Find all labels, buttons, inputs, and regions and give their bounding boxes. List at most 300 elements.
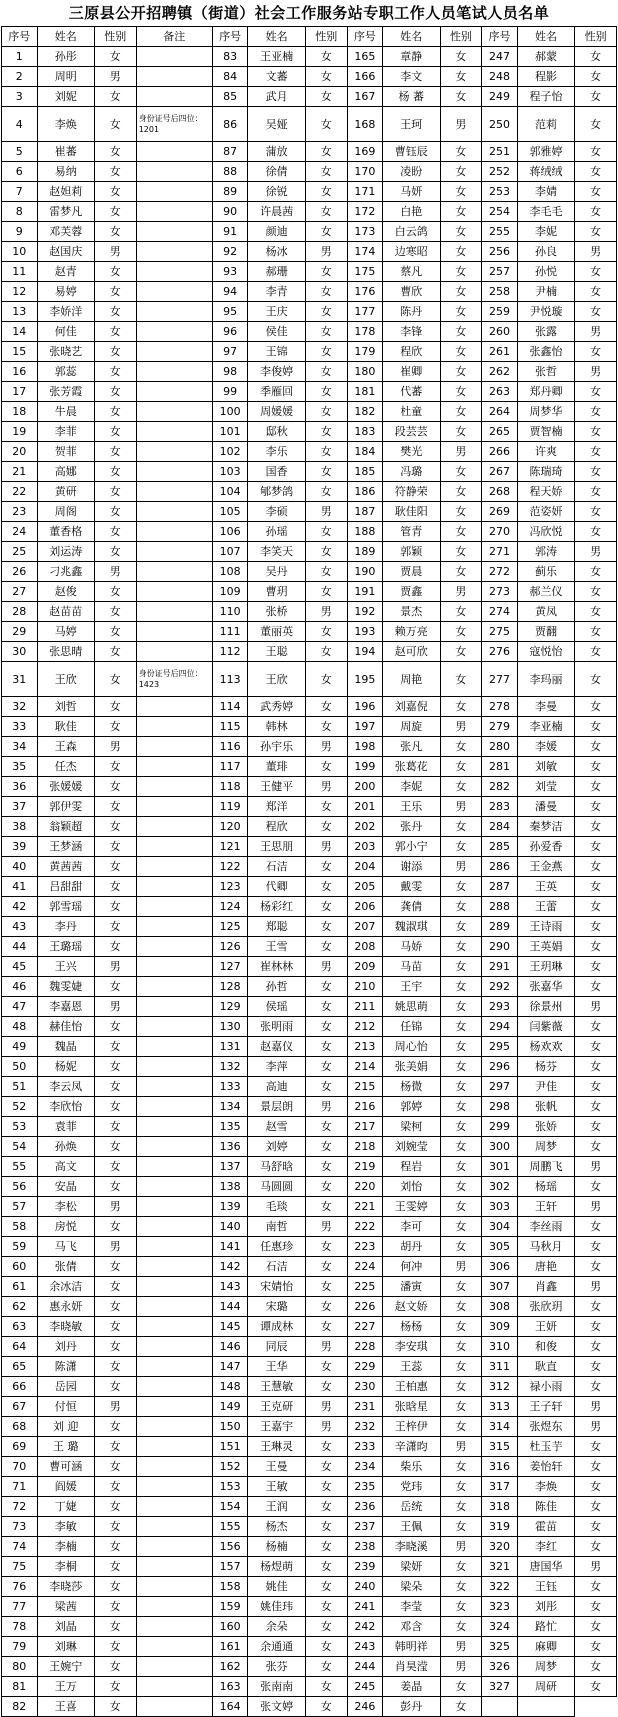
gender-cell: 女 [94, 1557, 136, 1577]
name-cell: 王蕾 [517, 897, 574, 917]
gender-cell: 女 [94, 262, 136, 282]
seq-cell: 118 [212, 777, 248, 797]
seq-cell: 268 [482, 482, 518, 502]
name-cell: 王曼 [248, 1457, 305, 1477]
name-cell: 张嘉华 [517, 977, 574, 997]
seq-cell: 99 [212, 382, 248, 402]
name-cell: 李锋 [383, 322, 440, 342]
note-cell [136, 162, 212, 182]
seq-cell: 158 [212, 1577, 248, 1597]
gender-cell: 女 [94, 142, 136, 162]
gender-cell: 女 [305, 717, 347, 737]
seq-cell: 303 [482, 1197, 518, 1217]
name-cell: 王珂 [383, 107, 440, 142]
seq-cell: 7 [2, 182, 38, 202]
seq-cell: 92 [212, 242, 248, 262]
seq-cell: 188 [347, 522, 383, 542]
gender-cell: 女 [305, 1197, 347, 1217]
name-cell: 张媛媛 [37, 777, 94, 797]
gender-cell: 女 [575, 87, 617, 107]
seq-cell: 246 [347, 1697, 383, 1717]
gender-cell: 女 [440, 1237, 482, 1257]
table-row [2, 1657, 617, 1677]
gender-cell: 女 [305, 562, 347, 582]
table-row [2, 602, 617, 622]
table-row [2, 1437, 617, 1457]
seq-cell: 278 [482, 697, 518, 717]
name-cell [517, 1697, 574, 1717]
seq-cell: 270 [482, 522, 518, 542]
name-cell: 郑聪 [248, 917, 305, 937]
seq-cell: 33 [2, 717, 38, 737]
seq-cell: 244 [347, 1657, 383, 1677]
name-cell: 范莉 [517, 107, 574, 142]
name-cell: 杨彩红 [248, 897, 305, 917]
name-cell: 郭婷 [383, 1097, 440, 1117]
gender-cell: 女 [305, 482, 347, 502]
name-cell: 孙爱香 [517, 837, 574, 857]
name-cell: 张露 [517, 322, 574, 342]
table-row [2, 1237, 617, 1257]
seq-cell: 131 [212, 1037, 248, 1057]
gender-cell: 女 [305, 1577, 347, 1597]
gender-cell: 女 [575, 482, 617, 502]
name-cell: 王梓伊 [383, 1417, 440, 1437]
gender-cell: 女 [575, 1257, 617, 1277]
note-cell [136, 937, 212, 957]
table-row [2, 1557, 617, 1577]
seq-cell: 304 [482, 1217, 518, 1237]
seq-cell: 10 [2, 242, 38, 262]
gender-cell: 女 [575, 1097, 617, 1117]
name-cell: 高娜 [37, 462, 94, 482]
seq-cell: 243 [347, 1637, 383, 1657]
table-row [2, 1037, 617, 1057]
note-cell [136, 1677, 212, 1697]
seq-cell: 89 [212, 182, 248, 202]
gender-cell: 男 [305, 1397, 347, 1417]
name-cell: 马秋月 [517, 1237, 574, 1257]
seq-cell: 224 [347, 1257, 383, 1277]
gender-cell: 男 [94, 957, 136, 977]
table-row [2, 1457, 617, 1477]
seq-cell: 253 [482, 182, 518, 202]
gender-cell: 女 [575, 342, 617, 362]
name-cell: 张思晴 [37, 642, 94, 662]
gender-cell: 女 [440, 1297, 482, 1317]
name-cell: 王欣 [248, 662, 305, 697]
gender-cell: 女 [575, 202, 617, 222]
name-cell: 张明雨 [248, 1017, 305, 1037]
gender-cell: 女 [305, 1677, 347, 1697]
name-cell: 易婷 [37, 282, 94, 302]
table-row [2, 1077, 617, 1097]
table-row [2, 1697, 617, 1717]
gender-cell: 女 [575, 382, 617, 402]
gender-cell: 男 [440, 1437, 482, 1457]
name-cell: 段芸芸 [383, 422, 440, 442]
table-row [2, 837, 617, 857]
gender-cell: 女 [575, 522, 617, 542]
name-cell: 阎媛 [37, 1477, 94, 1497]
gender-cell: 女 [305, 262, 347, 282]
seq-cell: 327 [482, 1677, 518, 1697]
gender-cell: 女 [94, 1537, 136, 1557]
table-row [2, 1217, 617, 1237]
seq-cell: 295 [482, 1037, 518, 1057]
seq-cell: 237 [347, 1517, 383, 1537]
gender-cell: 女 [440, 1457, 482, 1477]
seq-cell: 122 [212, 857, 248, 877]
table-row [2, 222, 617, 242]
gender-cell: 女 [440, 1197, 482, 1217]
seq-cell: 65 [2, 1357, 38, 1377]
name-cell: 惠永妍 [37, 1297, 94, 1317]
gender-cell: 女 [575, 222, 617, 242]
seq-cell: 119 [212, 797, 248, 817]
seq-cell: 29 [2, 622, 38, 642]
gender-cell: 女 [94, 162, 136, 182]
table-body [2, 47, 617, 1717]
name-cell: 郑丹卿 [517, 382, 574, 402]
name-cell: 戴雯 [383, 877, 440, 897]
name-cell: 刘婷 [248, 1137, 305, 1157]
seq-cell: 24 [2, 522, 38, 542]
seq-cell: 214 [347, 1057, 383, 1077]
note-cell [136, 1197, 212, 1217]
table-row [2, 1137, 617, 1157]
gender-cell: 男 [575, 1417, 617, 1437]
gender-cell: 男 [575, 362, 617, 382]
gender-cell: 女 [94, 837, 136, 857]
name-cell: 彭丹 [383, 1697, 440, 1717]
note-cell [136, 1437, 212, 1457]
seq-cell: 248 [482, 67, 518, 87]
name-cell: 景层朗 [248, 1097, 305, 1117]
name-cell: 刘哲 [37, 697, 94, 717]
name-cell: 程子怡 [517, 87, 574, 107]
name-cell: 胡丹 [383, 1237, 440, 1257]
table-row [2, 1297, 617, 1317]
gender-cell: 女 [440, 777, 482, 797]
seq-cell: 288 [482, 897, 518, 917]
name-cell: 赫佳怡 [37, 1017, 94, 1037]
name-cell: 武秀婷 [248, 697, 305, 717]
name-cell: 李焕 [37, 107, 94, 142]
name-cell: 马婷 [37, 622, 94, 642]
table-row [2, 717, 617, 737]
seq-cell: 276 [482, 642, 518, 662]
gender-cell: 女 [94, 1117, 136, 1137]
name-cell: 任锦 [383, 1017, 440, 1037]
note-cell [136, 1497, 212, 1517]
name-cell: 牛晨 [37, 402, 94, 422]
name-cell: 王琳灵 [248, 1437, 305, 1457]
gender-cell: 男 [440, 442, 482, 462]
gender-cell: 女 [440, 142, 482, 162]
table-row [2, 542, 617, 562]
name-cell: 郭涛 [517, 542, 574, 562]
seq-cell: 191 [347, 582, 383, 602]
column-header: 序号 [347, 27, 383, 47]
seq-cell: 35 [2, 757, 38, 777]
seq-cell: 257 [482, 262, 518, 282]
name-cell: 耿佳 [37, 717, 94, 737]
seq-cell: 22 [2, 482, 38, 502]
seq-cell: 81 [2, 1677, 38, 1697]
note-cell [136, 482, 212, 502]
name-cell: 梁柯 [383, 1117, 440, 1137]
gender-cell: 男 [575, 997, 617, 1017]
gender-cell: 女 [305, 1457, 347, 1477]
gender-cell: 女 [575, 957, 617, 977]
note-cell [136, 562, 212, 582]
note-cell [136, 1477, 212, 1497]
seq-cell: 225 [347, 1277, 383, 1297]
gender-cell: 女 [575, 1617, 617, 1637]
seq-cell: 46 [2, 977, 38, 997]
seq-cell: 175 [347, 262, 383, 282]
table-row [2, 107, 617, 142]
gender-cell: 男 [94, 1237, 136, 1257]
gender-cell: 女 [575, 442, 617, 462]
table-row [2, 1277, 617, 1297]
note-cell [136, 1177, 212, 1197]
name-cell: 唐国华 [517, 1557, 574, 1577]
gender-cell: 女 [440, 47, 482, 67]
seq-cell: 180 [347, 362, 383, 382]
table-row [2, 957, 617, 977]
gender-cell: 男 [440, 107, 482, 142]
gender-cell: 女 [575, 757, 617, 777]
name-cell: 李硕 [248, 502, 305, 522]
name-cell: 寇悦怡 [517, 642, 574, 662]
note-cell [136, 877, 212, 897]
gender-cell: 女 [305, 797, 347, 817]
seq-cell: 156 [212, 1537, 248, 1557]
note-cell [136, 342, 212, 362]
seq-cell: 20 [2, 442, 38, 462]
seq-cell: 250 [482, 107, 518, 142]
table-row [2, 382, 617, 402]
table-row [2, 1677, 617, 1697]
seq-cell: 49 [2, 1037, 38, 1057]
name-cell: 孙悦 [517, 262, 574, 282]
gender-cell: 女 [440, 262, 482, 282]
seq-cell: 263 [482, 382, 518, 402]
name-cell: 周梦 [517, 1657, 574, 1677]
gender-cell: 女 [94, 1377, 136, 1397]
name-cell: 孙宇乐 [248, 737, 305, 757]
seq-cell: 165 [347, 47, 383, 67]
seq-cell: 182 [347, 402, 383, 422]
seq-cell: 94 [212, 282, 248, 302]
table-row [2, 1117, 617, 1137]
note-cell [136, 182, 212, 202]
name-cell: 刘晶 [37, 1617, 94, 1637]
table-row [2, 162, 617, 182]
name-cell: 赵可欣 [383, 642, 440, 662]
name-cell: 郭雅婷 [517, 142, 574, 162]
gender-cell: 女 [440, 182, 482, 202]
gender-cell: 女 [305, 322, 347, 342]
note-cell [136, 1237, 212, 1257]
name-cell: 郝蒙 [517, 47, 574, 67]
seq-cell: 120 [212, 817, 248, 837]
seq-cell: 132 [212, 1057, 248, 1077]
gender-cell: 女 [305, 47, 347, 67]
gender-cell: 女 [575, 717, 617, 737]
gender-cell: 女 [94, 1457, 136, 1477]
gender-cell: 女 [94, 697, 136, 717]
seq-cell: 192 [347, 602, 383, 622]
name-cell: 郇梦鸽 [248, 482, 305, 502]
gender-cell: 女 [94, 1077, 136, 1097]
name-cell: 赵国庆 [37, 242, 94, 262]
name-cell: 王梦涵 [37, 837, 94, 857]
seq-cell: 145 [212, 1317, 248, 1337]
gender-cell: 女 [440, 1317, 482, 1337]
table-row [2, 977, 617, 997]
name-cell: 王健平 [248, 777, 305, 797]
gender-cell: 女 [94, 602, 136, 622]
name-cell: 张葛花 [383, 757, 440, 777]
name-cell: 杨欢欢 [517, 1037, 574, 1057]
name-cell: 刘怡 [383, 1177, 440, 1197]
gender-cell: 女 [575, 857, 617, 877]
gender-cell: 男 [575, 1157, 617, 1177]
name-cell: 安晶 [37, 1177, 94, 1197]
gender-cell: 女 [440, 817, 482, 837]
gender-cell: 女 [94, 1037, 136, 1057]
name-cell: 刘 迎 [37, 1417, 94, 1437]
gender-cell: 女 [305, 442, 347, 462]
name-cell: 马舒晗 [248, 1157, 305, 1177]
name-cell: 霍苗 [517, 1517, 574, 1537]
gender-cell: 女 [305, 582, 347, 602]
gender-cell: 女 [440, 897, 482, 917]
name-cell: 刘婉莹 [383, 1137, 440, 1157]
gender-cell: 女 [94, 662, 136, 697]
gender-cell: 女 [440, 162, 482, 182]
gender-cell: 女 [575, 502, 617, 522]
gender-cell: 女 [440, 1137, 482, 1157]
table-row [2, 302, 617, 322]
note-cell [136, 1037, 212, 1057]
name-cell: 杨煜萌 [248, 1557, 305, 1577]
name-cell: 张哲 [517, 362, 574, 382]
gender-cell: 女 [440, 1677, 482, 1697]
seq-cell: 101 [212, 422, 248, 442]
name-cell: 崔蕃 [37, 142, 94, 162]
table-row [2, 622, 617, 642]
seq-cell: 56 [2, 1177, 38, 1197]
gender-cell: 女 [440, 222, 482, 242]
note-cell [136, 1257, 212, 1277]
name-cell: 李妮 [517, 222, 574, 242]
gender-cell: 男 [575, 542, 617, 562]
gender-cell: 女 [94, 382, 136, 402]
gender-cell: 女 [440, 697, 482, 717]
gender-cell: 女 [575, 622, 617, 642]
gender-cell: 女 [440, 937, 482, 957]
seq-cell: 25 [2, 542, 38, 562]
table-row [2, 1257, 617, 1277]
seq-cell: 185 [347, 462, 383, 482]
name-cell: 周旋 [383, 717, 440, 737]
gender-cell: 女 [305, 282, 347, 302]
name-cell: 潘曼 [517, 797, 574, 817]
gender-cell: 女 [305, 1357, 347, 1377]
name-cell: 谢添 [383, 857, 440, 877]
note-cell [136, 1617, 212, 1637]
name-cell: 吴娅 [248, 107, 305, 142]
name-cell: 李莹 [383, 1597, 440, 1617]
gender-cell: 男 [440, 582, 482, 602]
name-cell: 郭蕊 [37, 362, 94, 382]
seq-cell: 310 [482, 1337, 518, 1357]
gender-cell: 女 [94, 857, 136, 877]
table-row [2, 362, 617, 382]
gender-cell: 女 [440, 382, 482, 402]
seq-cell: 272 [482, 562, 518, 582]
gender-cell: 男 [305, 242, 347, 262]
seq-cell: 2 [2, 67, 38, 87]
seq-cell: 259 [482, 302, 518, 322]
name-cell: 岳统 [383, 1497, 440, 1517]
name-cell: 王森 [37, 737, 94, 757]
name-cell: 王克研 [248, 1397, 305, 1417]
gender-cell: 女 [305, 342, 347, 362]
seq-cell: 59 [2, 1237, 38, 1257]
gender-cell: 女 [575, 1517, 617, 1537]
name-cell: 范姿妍 [517, 502, 574, 522]
seq-cell: 312 [482, 1377, 518, 1397]
seq-cell: 19 [2, 422, 38, 442]
gender-cell: 男 [94, 67, 136, 87]
note-cell [136, 1557, 212, 1577]
gender-cell: 女 [305, 1257, 347, 1277]
table-row [2, 662, 617, 697]
seq-cell: 204 [347, 857, 383, 877]
name-cell: 杨瑶 [517, 1177, 574, 1197]
gender-cell: 女 [440, 662, 482, 697]
gender-cell: 男 [305, 957, 347, 977]
name-cell: 张晗星 [383, 1397, 440, 1417]
gender-cell: 女 [94, 897, 136, 917]
note-cell [136, 777, 212, 797]
seq-cell: 83 [212, 47, 248, 67]
seq-cell: 293 [482, 997, 518, 1017]
name-cell: 季雁回 [248, 382, 305, 402]
seq-cell: 315 [482, 1437, 518, 1457]
gender-cell: 女 [440, 1477, 482, 1497]
note-cell: 身份证号后四位：1423 [136, 662, 212, 697]
seq-cell: 91 [212, 222, 248, 242]
gender-cell: 女 [575, 422, 617, 442]
seq-cell: 38 [2, 817, 38, 837]
seq-cell: 222 [347, 1217, 383, 1237]
gender-cell: 女 [305, 402, 347, 422]
note-cell [136, 262, 212, 282]
column-header: 序号 [2, 27, 38, 47]
seq-cell: 97 [212, 342, 248, 362]
gender-cell: 女 [94, 422, 136, 442]
name-cell: 徐景州 [517, 997, 574, 1017]
gender-cell: 女 [305, 877, 347, 897]
name-cell: 赵苗苗 [37, 602, 94, 622]
seq-cell: 112 [212, 642, 248, 662]
